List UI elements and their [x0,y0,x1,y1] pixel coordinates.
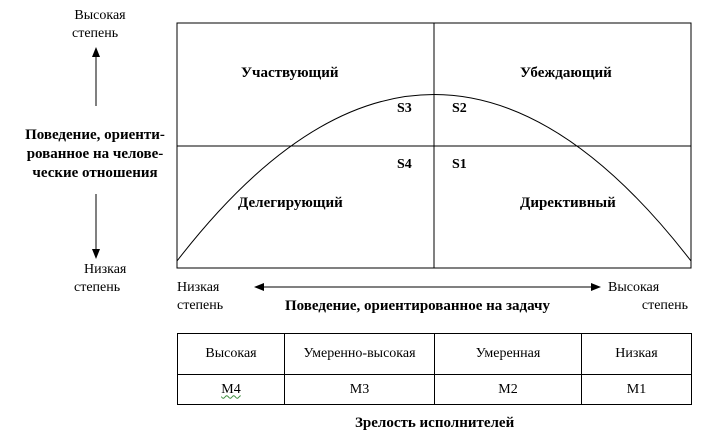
x-axis-left-arrowhead [254,283,264,291]
y-axis-title-line1: Поведение, ориенти- [25,127,165,143]
y-axis-title-line3: ческие отношения [32,165,158,181]
style-s3-label: S3 [397,101,412,116]
y-axis-low-label-line2: степень [74,280,121,295]
maturity-title: Зрелость исполнителей [355,415,515,431]
x-axis-low-label-line2: степень [177,298,224,313]
x-axis-high-label [600,279,688,315]
y-axis-title-line2: рованное на челове- [26,146,164,162]
y-axis-low-label [74,261,154,297]
x-axis-low-label-line1: Низкая [177,280,220,295]
style-s2-label: S2 [452,101,467,116]
quadrant-label-bottom-right: Директивный [520,195,616,211]
y-axis-down-arrowhead [92,249,100,259]
maturity-level-cell: Низкая [582,334,692,375]
maturity-codes-row [178,375,692,405]
maturity-level-cell: Высокая [178,334,285,375]
x-axis-low-label [177,279,223,315]
y-axis-high-label-line2: степень [72,26,119,41]
x-axis-title: Поведение, ориентированное на задачу [285,298,550,314]
quadrant-label-bottom-left: Делегирующий [238,195,343,211]
y-axis-high-label [70,7,130,43]
y-axis-low-label-line1: Низкая [84,262,127,277]
quadrant-label-top-left: Участвующий [241,65,339,81]
x-axis-high-label-line1: Высокая [608,280,660,295]
maturity-table [177,333,692,405]
maturity-code-cell: М1 [582,375,692,405]
maturity-code-cell: М3 [285,375,435,405]
maturity-code-cell: М2 [435,375,582,405]
maturity-level-cell: Умеренная [435,334,582,375]
maturity-levels-row [178,334,692,375]
x-axis-high-label-line2: степень [641,298,688,313]
style-s4-label: S4 [397,157,412,172]
y-axis-up-arrowhead [92,47,100,57]
maturity-level-cell: Умеренно-высокая [285,334,435,375]
y-axis-high-label-line1: Высокая [74,8,126,23]
y-axis-title [0,126,190,183]
maturity-code-cell: М4 [221,381,241,397]
style-s1-label: S1 [452,157,467,172]
quadrant-label-top-right: Убеждающий [520,65,612,81]
